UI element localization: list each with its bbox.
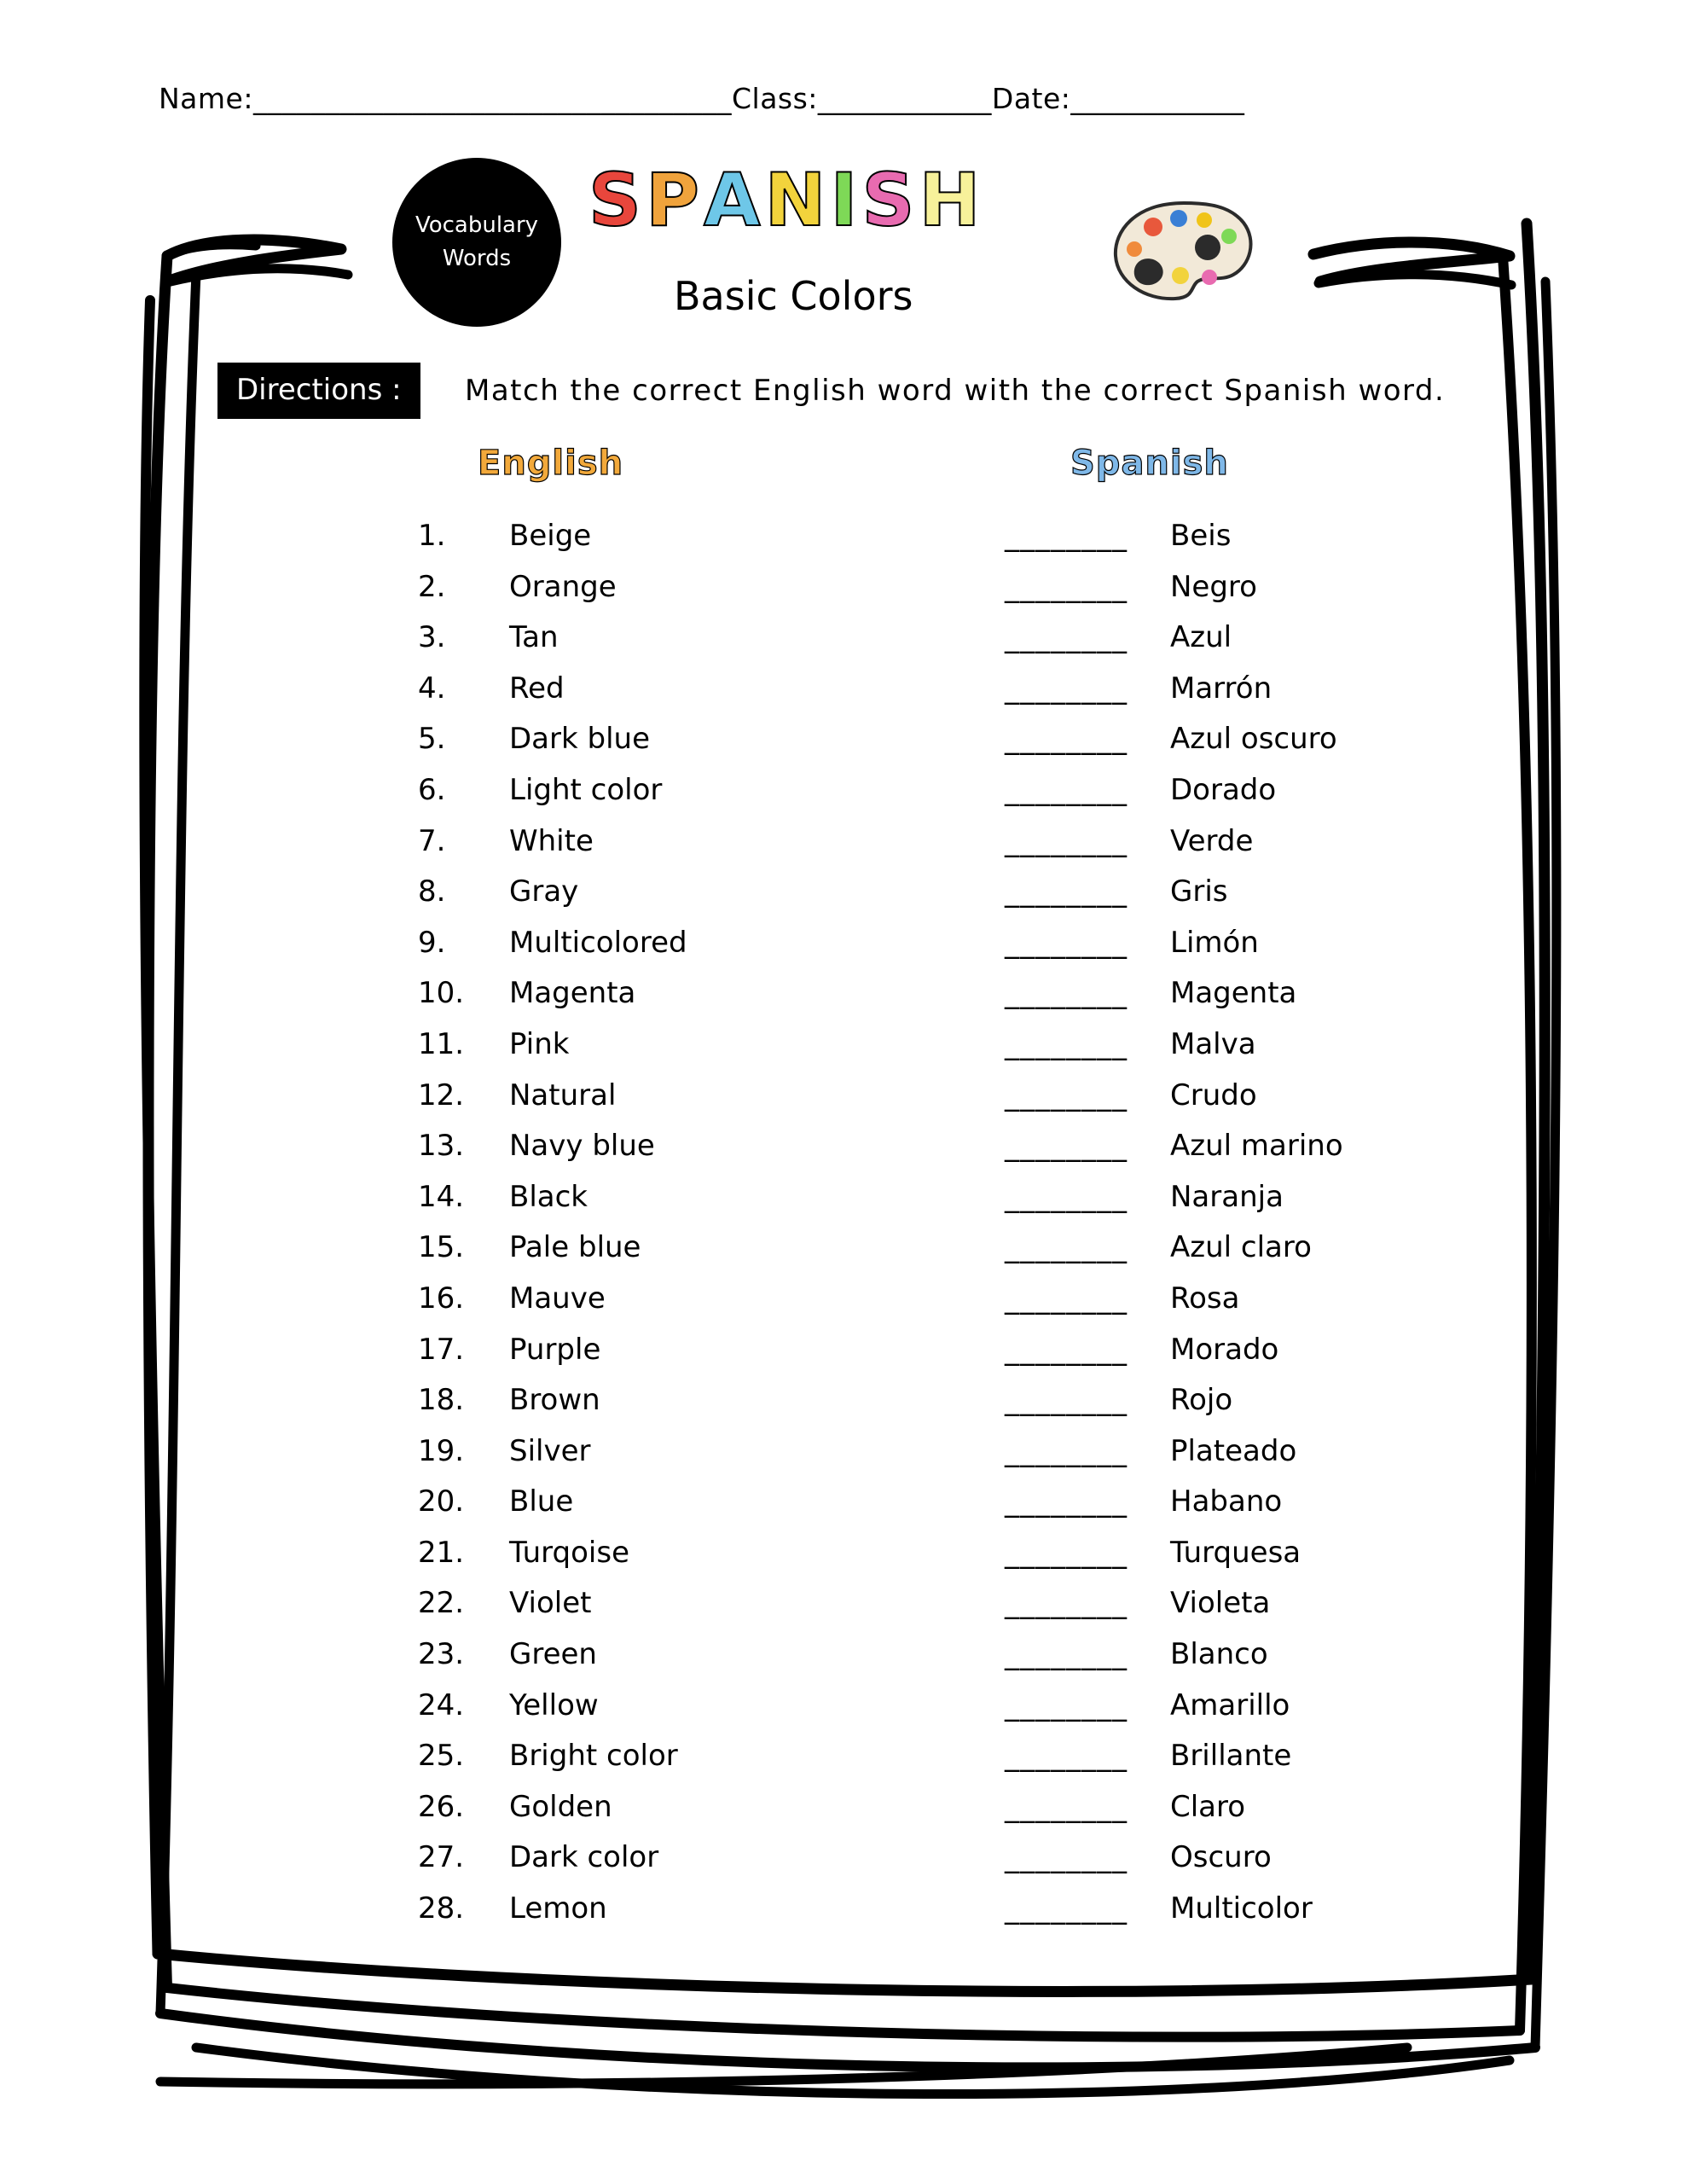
answer-blank[interactable]: ________ [1005, 1383, 1128, 1418]
answer-blank[interactable]: ________ [1005, 772, 1128, 807]
item-number: 28. [418, 1891, 465, 1926]
list-item [0, 926, 1687, 977]
list-item [0, 1688, 1687, 1740]
item-number: 15. [418, 1230, 465, 1265]
title-letter-2: A [703, 158, 765, 243]
english-word: Pink [509, 1026, 570, 1061]
list-item [0, 1281, 1687, 1333]
english-word: Mauve [509, 1281, 606, 1316]
answer-blank[interactable]: ________ [1005, 874, 1128, 909]
spanish-word: Morado [1170, 1332, 1279, 1367]
item-number: 24. [418, 1687, 465, 1722]
title-letter-1: P [645, 158, 704, 243]
english-word: Red [509, 671, 565, 706]
item-number: 22. [418, 1586, 465, 1621]
spanish-word: Blanco [1170, 1637, 1268, 1672]
item-number: 27. [418, 1840, 465, 1875]
item-number: 10. [418, 976, 465, 1011]
spanish-word: Azul oscuro [1170, 722, 1337, 757]
english-word: Gray [509, 874, 579, 909]
list-item [0, 1180, 1687, 1231]
answer-blank[interactable]: ________ [1005, 1230, 1128, 1265]
spanish-word: Multicolor [1170, 1891, 1313, 1926]
title-letter-0: S [588, 158, 646, 243]
english-word: Brown [509, 1383, 600, 1418]
list-item [0, 824, 1687, 875]
answer-blank[interactable]: ________ [1005, 1129, 1128, 1164]
class-field-label[interactable]: Class:____________ [731, 82, 992, 115]
item-number: 19. [418, 1433, 465, 1468]
answer-blank[interactable]: ________ [1005, 1586, 1128, 1621]
item-number: 2. [418, 569, 446, 604]
item-number: 13. [418, 1129, 465, 1164]
list-item [0, 976, 1687, 1027]
column-heading-spanish: Spanish [1070, 444, 1229, 483]
item-number: 6. [418, 772, 446, 807]
list-item [0, 519, 1687, 570]
spanish-word: Magenta [1170, 976, 1297, 1011]
english-word: Golden [509, 1789, 612, 1824]
answer-blank[interactable]: ________ [1005, 519, 1128, 553]
item-number: 14. [418, 1179, 465, 1214]
english-word: Dark blue [509, 722, 650, 757]
english-word: Violet [509, 1586, 592, 1621]
item-number: 21. [418, 1535, 465, 1570]
item-number: 5. [418, 722, 446, 757]
item-number: 1. [418, 519, 446, 553]
english-word: Green [509, 1637, 597, 1672]
item-number: 20. [418, 1484, 465, 1519]
list-item [0, 1078, 1687, 1130]
matching-list [0, 519, 1687, 1943]
english-word: Bright color [509, 1739, 678, 1774]
english-word: Black [509, 1179, 588, 1214]
answer-blank[interactable]: ________ [1005, 671, 1128, 706]
spanish-word: Azul claro [1170, 1230, 1312, 1265]
item-number: 11. [418, 1026, 465, 1061]
answer-blank[interactable]: ________ [1005, 1281, 1128, 1316]
list-item [0, 1840, 1687, 1891]
answer-blank[interactable]: ________ [1005, 722, 1128, 757]
spanish-word: Beis [1170, 519, 1232, 553]
english-word: Tan [509, 620, 559, 655]
column-heading-english: English [478, 444, 624, 483]
english-word: Purple [509, 1332, 601, 1367]
spanish-word: Naranja [1170, 1179, 1284, 1214]
item-number: 18. [418, 1383, 465, 1418]
list-item [0, 1536, 1687, 1587]
english-word: Lemon [509, 1891, 607, 1926]
item-number: 17. [418, 1332, 465, 1367]
list-item [0, 1637, 1687, 1688]
english-word: Silver [509, 1433, 591, 1468]
spanish-word: Azul marino [1170, 1129, 1343, 1164]
list-item [0, 1739, 1687, 1790]
english-word: Beige [509, 519, 592, 553]
answer-blank[interactable]: ________ [1005, 976, 1128, 1011]
list-item [0, 1027, 1687, 1078]
answer-blank[interactable]: ________ [1005, 1179, 1128, 1214]
english-word: Orange [509, 569, 617, 604]
spanish-word: Negro [1170, 569, 1257, 604]
answer-blank[interactable]: ________ [1005, 620, 1128, 655]
item-number: 16. [418, 1281, 465, 1316]
english-word: Magenta [509, 976, 636, 1011]
answer-blank[interactable]: ________ [1005, 1789, 1128, 1824]
spanish-word: Brillante [1170, 1739, 1292, 1774]
english-word: Yellow [509, 1687, 599, 1722]
date-field-label[interactable]: Date:____________ [991, 82, 1245, 115]
english-word: Pale blue [509, 1230, 641, 1265]
english-word: Navy blue [509, 1129, 655, 1164]
page-subtitle: Basic Colors [674, 273, 913, 319]
title-letter-6: H [919, 158, 985, 243]
english-word: Multicolored [509, 925, 687, 960]
vocabulary-words-badge [392, 158, 561, 327]
answer-blank[interactable]: ________ [1005, 1739, 1128, 1774]
spanish-word: Marrón [1170, 671, 1272, 706]
list-item [0, 773, 1687, 824]
english-word: Turqoise [509, 1535, 629, 1570]
spanish-word: Crudo [1170, 1077, 1257, 1112]
list-item [0, 1891, 1687, 1943]
directions-text: Match the correct English word with the correct Spanish word. [465, 374, 1446, 408]
answer-blank[interactable]: ________ [1005, 1332, 1128, 1367]
answer-blank[interactable]: ________ [1005, 1535, 1128, 1570]
english-word: Dark color [509, 1840, 659, 1875]
spanish-word: Rosa [1170, 1281, 1240, 1316]
item-number: 3. [418, 620, 446, 655]
spanish-word: Oscuro [1170, 1840, 1272, 1875]
item-number: 26. [418, 1789, 465, 1824]
item-number: 12. [418, 1077, 465, 1112]
spanish-word: Azul [1170, 620, 1232, 655]
item-number: 7. [418, 823, 446, 858]
spanish-word: Claro [1170, 1789, 1246, 1824]
title-letter-3: N [764, 158, 831, 243]
answer-blank[interactable]: ________ [1005, 1840, 1128, 1875]
list-item [0, 1383, 1687, 1434]
list-item [0, 570, 1687, 621]
spanish-word: Dorado [1170, 772, 1277, 807]
spanish-word: Turquesa [1170, 1535, 1301, 1570]
student-info-line [159, 82, 1244, 115]
name-field-label[interactable]: Name:_________________________________ [159, 82, 732, 115]
answer-blank[interactable]: ________ [1005, 1484, 1128, 1519]
list-item [0, 1333, 1687, 1384]
title-letter-5: S [861, 158, 919, 243]
spanish-word: Verde [1170, 823, 1254, 858]
list-item [0, 620, 1687, 671]
list-item [0, 1129, 1687, 1180]
list-item [0, 1230, 1687, 1281]
list-item [0, 1434, 1687, 1485]
spanish-word: Malva [1170, 1026, 1256, 1061]
spanish-word: Violeta [1170, 1586, 1271, 1621]
answer-blank[interactable]: ________ [1005, 823, 1128, 858]
spanish-word: Amarillo [1170, 1687, 1290, 1722]
badge-line-2: Words [442, 246, 512, 271]
answer-blank[interactable]: ________ [1005, 1077, 1128, 1112]
item-number: 8. [418, 874, 446, 909]
english-word: Natural [509, 1077, 617, 1112]
answer-blank[interactable]: ________ [1005, 569, 1128, 604]
answer-blank[interactable]: ________ [1005, 1637, 1128, 1672]
english-word: White [509, 823, 594, 858]
item-number: 23. [418, 1637, 465, 1672]
english-word: Light color [509, 772, 663, 807]
answer-blank[interactable]: ________ [1005, 1026, 1128, 1061]
item-number: 25. [418, 1739, 465, 1774]
item-number: 4. [418, 671, 446, 706]
answer-blank[interactable]: ________ [1005, 1433, 1128, 1468]
list-item [0, 874, 1687, 926]
list-item [0, 1484, 1687, 1536]
answer-blank[interactable]: ________ [1005, 925, 1128, 960]
directions-badge: Directions : [217, 363, 420, 419]
title-letter-4: I [830, 158, 862, 243]
answer-blank[interactable]: ________ [1005, 1891, 1128, 1926]
spanish-word: Habano [1170, 1484, 1283, 1519]
english-word: Blue [509, 1484, 574, 1519]
item-number: 9. [418, 925, 446, 960]
answer-blank[interactable]: ________ [1005, 1687, 1128, 1722]
page-title [588, 158, 984, 243]
list-item [0, 722, 1687, 773]
list-item [0, 1790, 1687, 1841]
spanish-word: Limón [1170, 925, 1259, 960]
list-item [0, 671, 1687, 723]
spanish-word: Rojo [1170, 1383, 1233, 1418]
spanish-word: Plateado [1170, 1433, 1297, 1468]
list-item [0, 1586, 1687, 1637]
paint-palette-icon [1109, 196, 1262, 307]
badge-line-1: Vocabulary [415, 212, 539, 238]
spanish-word: Gris [1170, 874, 1228, 909]
